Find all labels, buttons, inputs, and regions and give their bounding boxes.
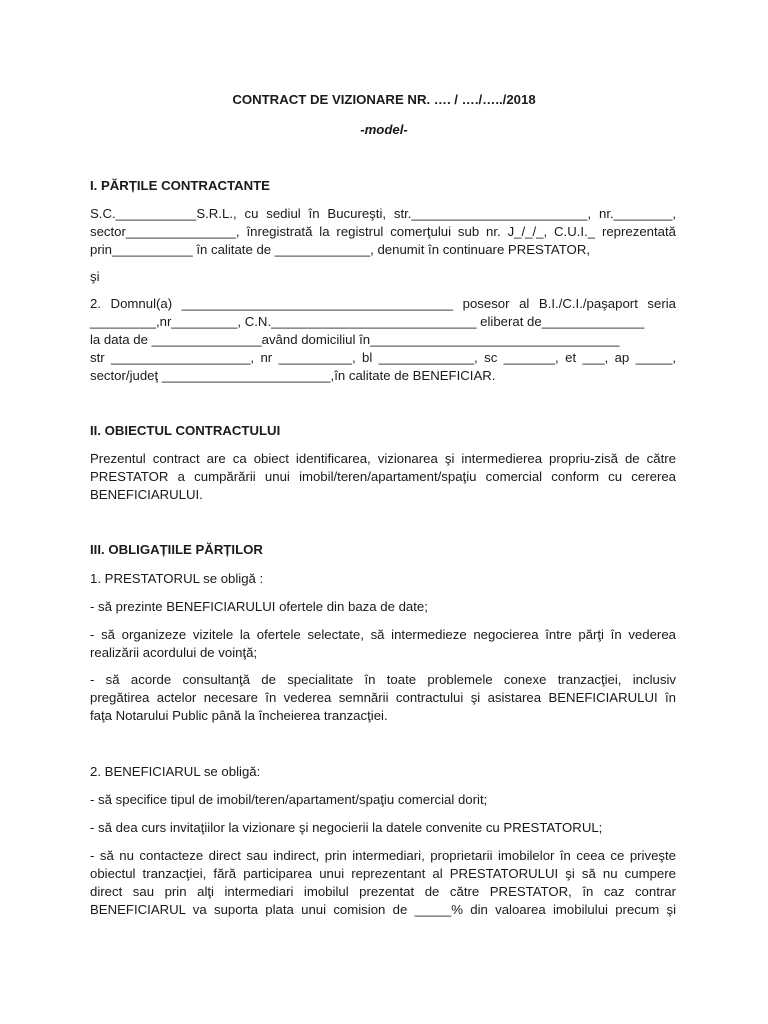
beneficiar-obligation-item: obiectul tranzacţiei, fără participarea unui reprezentant al PRESTATORULUI şi să nu cumpere	[90, 866, 676, 881]
conjunction-si: şi	[90, 269, 100, 284]
prestator-obligation-item: - să prezinte BENEFICIARULUI ofertele din baza de date;	[90, 599, 428, 614]
beneficiar-obligation-item: BENEFICIARUL va suporta plata unui comision de _____% din valoarea imobilului precum şi	[90, 902, 676, 917]
beneficiar-obligation-item: - să specifice tipul de imobil/teren/apartament/spaţiu comercial dorit;	[90, 792, 488, 807]
contract-subtitle: -model-	[360, 122, 408, 137]
prestator-obligation-item: - să organizeze vizitele la ofertele selectate, să intermedieze negocierea între părţi în vederea	[90, 627, 676, 642]
object-line: PRESTATOR a cumpărării unui imobil/teren/apartament/spaţiu comercial conform cu cererea	[90, 469, 676, 484]
beneficiar-obligation-item: direct sau prin alţi intermediari imobilul prezentat de către PRESTATOR, în caz contrar	[90, 884, 676, 899]
section-heading-parties: I. PĂRȚILE CONTRACTANTE	[90, 178, 270, 193]
prestator-obligation-item: faţa Notarului Public până la încheierea tranzacţiei.	[90, 708, 388, 723]
section-heading-object: II. OBIECTUL CONTRACTULUI	[90, 423, 281, 438]
prestator-obligation-item: pregătirea actelor necesare în vederea semnării contractului şi asistarea BENEFICIARULUI în	[90, 690, 676, 705]
beneficiar-obligation-item: - să nu contacteze direct sau indirect, prin intermediari, proprietarii imobilelor în ceea ce priveşte	[90, 848, 676, 863]
object-line: Prezentul contract are ca obiect identificarea, vizionarea şi intermedierea propriu-zisă de către	[90, 451, 676, 466]
document-page	[90, 0, 678, 1024]
prestator-obligations-heading: 1. PRESTATORUL se obligă :	[90, 571, 264, 586]
party2-line: 2. Domnul(a) _____________________________________ posesor al B.I./C.I./paşaport seria	[90, 296, 676, 311]
party2-line: str ___________________, nr __________, bl _____________, sc _______, et ___, ap _____,	[90, 350, 676, 365]
prestator-obligation-item: - să acorde consultanţă de specialitate în toate problemele conexe tranzacţiei, inclusiv	[90, 672, 676, 687]
party1-line: sector_______________, înregistrată la registrul comerţului sub nr. J_/_/_, C.U.I._ reprezentată	[90, 224, 676, 239]
section-heading-obligations: III. OBLIGAȚIILE PĂRȚILOR	[90, 542, 263, 557]
party2-line: la data de _______________având domiciliul în__________________________________	[90, 332, 620, 347]
beneficiar-obligations-heading: 2. BENEFICIARUL se obligă:	[90, 764, 261, 779]
contract-title: CONTRACT DE VIZIONARE NR. …. / …./…../2018	[232, 92, 536, 107]
party1-line: S.C.___________S.R.L., cu sediul în Bucureşti, str.________________________, nr.________,	[90, 206, 676, 221]
party2-line: sector/judeţ _______________________,în calitate de BENEFICIAR.	[90, 368, 496, 383]
party1-line: prin___________ în calitate de _____________, denumit în continuare PRESTATOR,	[90, 242, 591, 257]
object-line: BENEFICIARULUI.	[90, 487, 203, 502]
party2-line: _________,nr_________, C.N.____________________________ eliberat de______________	[90, 314, 645, 329]
beneficiar-obligation-item: - să dea curs invitaţiilor la vizionare şi negocierii la datele convenite cu PRESTATORUL;	[90, 820, 603, 835]
prestator-obligation-item: realizării acordului de voinţă;	[90, 645, 258, 660]
